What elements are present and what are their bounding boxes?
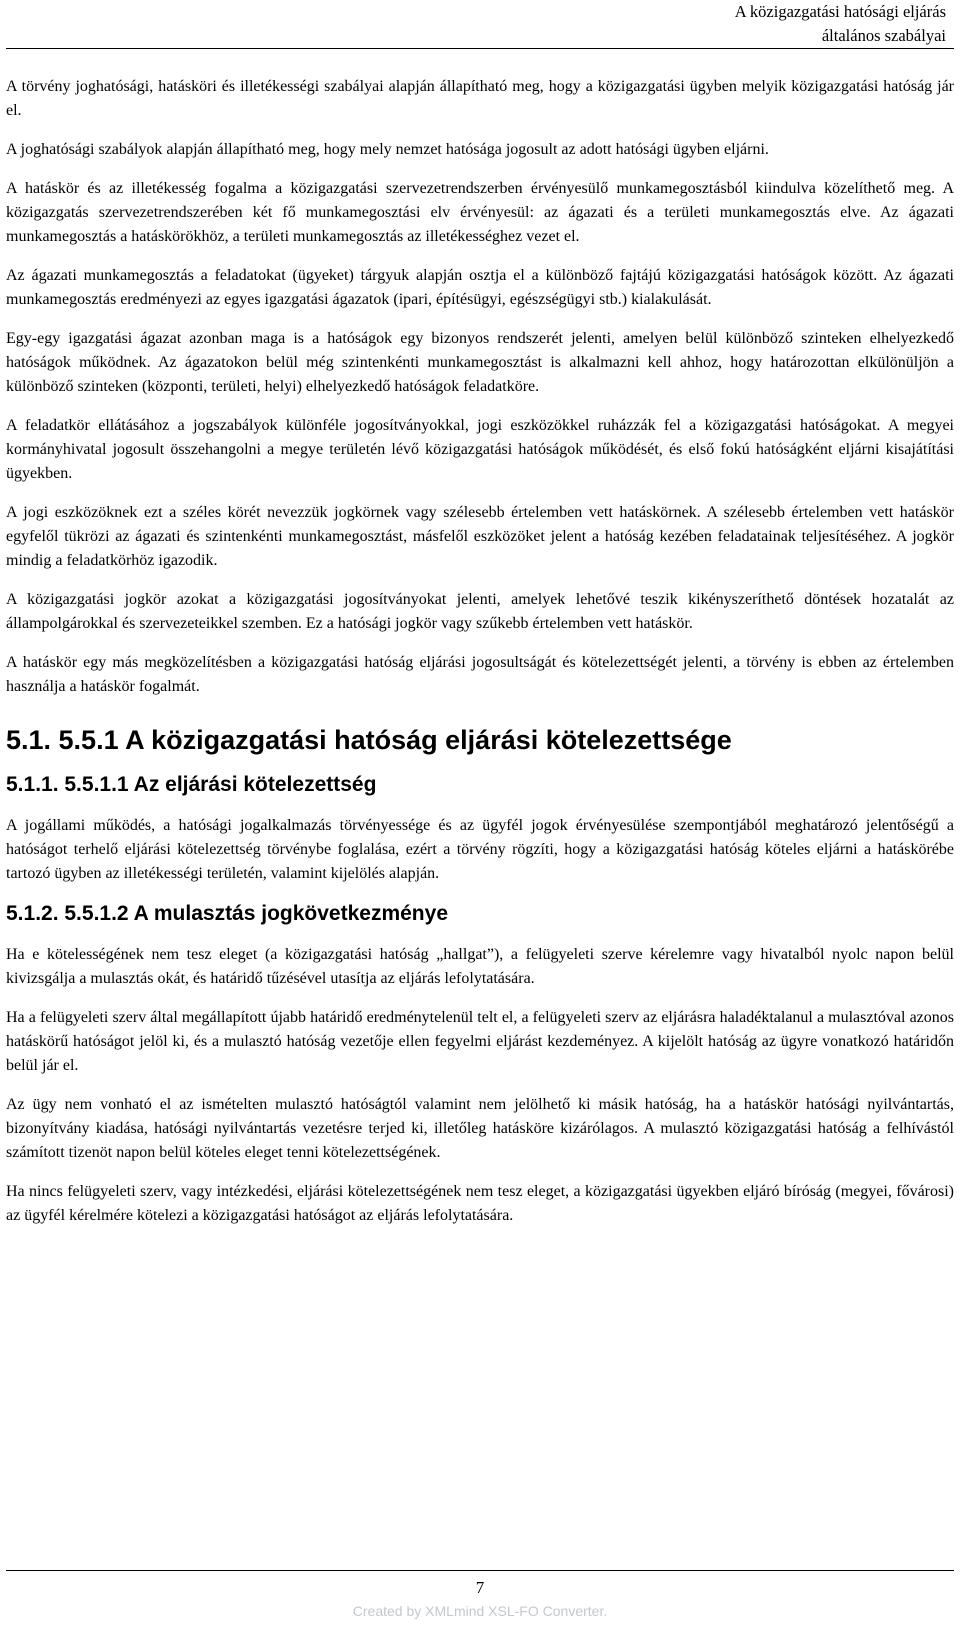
paragraph: Az ügy nem vonható el az ismételten mulasztó hatóságtól valamint nem jelölhető ki másik hatóság, ha a hatáskör hatósági nyilvántartás, bizonyítvány kiadása, hatósági nyilvántartás vezetésre terjed ki, illetőleg hatásköre kizárólagos. A mulasztó közigazgatási hatóság a felhívástól számított tizenöt napon belül köteles eleget tenni kötelezettségének. [6, 1096, 954, 1161]
paragraph: A feladatkör ellátásához a jogszabályok különféle jogosítványokkal, jogi eszközökkel ruházzák fel a közigazgatási hatóságokat. A megyei kormányhivatal jogosult összehangolni a megye területén lévő közigazgatási hatóságok működését, és első fokú hatóságként eljárni kisajátítási ügyekben. [6, 417, 954, 482]
paragraph: Egy-egy igazgatási ágazat azonban maga is a hatóságok egy bizonyos rendszerét jelenti, amelyen belül különböző szinteken elhelyezkedő hatóságok működnek. Az ágazatokon belül még szintenkénti munkamegosztást is alkalmazni kell ahhoz, hogy határozottan elkülönüljön a különböző szinteken (központi, területi, helyi) elhelyezkedő hatóságok feladatköre. [6, 330, 954, 395]
header-divider [6, 48, 954, 49]
subsection-heading: 5.1.1. 5.5.1.1 Az eljárási kötelezettség [6, 773, 377, 796]
credit-product: XMLmind XSL-FO Converter [425, 1603, 604, 1619]
section-heading: 5.1. 5.5.1 A közigazgatási hatóság eljárási kötelezettsége [6, 725, 732, 755]
credit-suffix: . [603, 1603, 608, 1619]
subsection-heading: 5.1.2. 5.5.1.2 A mulasztás jogkövetkezménye [6, 902, 448, 925]
page-number: 7 [475, 1578, 485, 1597]
paragraph: Ha a felügyeleti szerv által megállapított újabb határidő eredménytelenül telt el, a felügyeleti szerv az eljárásra haladéktalanul a mulasztóval azonos hatáskörű hatóságot jelöl ki, és a mulasztó hatóság vezetője ellen fegyelmi eljárást kezdeményez. A kijelölt hatóság az ügyre vonatkozó határidőn belül jár el. [6, 1009, 954, 1074]
paragraph: A hatáskör és az illetékesség fogalma a közigazgatási szervezetrendszerben érvényesülő munkamegosztásból kiindulva közelíthető meg. A közigazgatás szervezetrendszerében két fő munkamegosztási elv érvényesül: az ágazati és a területi munkamegosztás elve. Az ágazati munkamegosztás a hatáskörökhöz, a területi munkamegosztás az illetékességhez vezet el. [6, 180, 954, 245]
paragraph: A hatáskör egy más megközelítésben a közigazgatási hatóság eljárási jogosultságát és kötelezettségét jelenti, a törvény is ebben az értelemben használja a hatáskör fogalmát. [6, 654, 954, 695]
paragraph: A törvény joghatósági, hatásköri és illetékességi szabályai alapján állapítható meg, hogy a közigazgatási ügyben melyik közigazgatási hatóság jár el. [6, 78, 954, 119]
paragraph: Az ágazati munkamegosztás a feladatokat (ügyeket) tárgyuk alapján osztja el a különböző fajtájú közigazgatási hatóságok között. Az ágazati munkamegosztás eredményezi az egyes igazgatási ágazatok (ipari, építésügyi, egészségügyi stb.) kialakulását. [6, 267, 954, 308]
paragraph: Ha nincs felügyeleti szerv, vagy intézkedési, eljárási kötelezettségének nem tesz eleget, a közigazgatási ügyekben eljáró bíróság (megyei, fővárosi) az ügyfél kérelmére kötelezi a közigazgatási hatóságot az eljárás lefolytatására. [6, 1183, 954, 1224]
header-title-line-2: általános szabályai [821, 26, 946, 45]
page-header [0, 0, 960, 48]
credit-prefix: Created by [352, 1603, 426, 1619]
paragraph: A jogállami működés, a hatósági jogalkalmazás törvényessége és az ügyfél jogok érvényesülése szempontjából meghatározó jelentőségű a hatóságot terhelő eljárási kötelezettség törvénybe foglalása, ezért a törvény rögzíti, hogy a közigazgatási hatóság köteles eljárni a hatáskörébe tartozó ügyben az illetékességi területén, valamint kijelölés alapján. [6, 817, 954, 882]
paragraph: Ha e kötelességének nem tesz eleget (a közigazgatási hatóság „hallgat”), a felügyeleti szerve kérelemre vagy hivatalból nyolc napon belül kivizsgálja a mulasztás okát, és határidő tűzésével utasítja az eljárás lefolytatására. [6, 946, 954, 987]
paragraph: A joghatósági szabályok alapján állapítható meg, hogy mely nemzet hatósága jogosult az adott hatósági ügyben eljárni. [6, 141, 769, 158]
generator-credit [0, 1602, 960, 1620]
paragraph: A jogi eszközöknek ezt a széles körét nevezzük jogkörnek vagy szélesebb értelemben vett hatáskörnek. A szélesebb értelemben vett hatáskör egyfelől tükrözi az ágazati és szintenkénti munkamegosztást, másfelől eszközöket jelent a hatóság kezében feladatainak teljesítéséhez. A jogkör mindig a feladatkörhöz igazodik. [6, 504, 954, 569]
footer-divider [6, 1570, 954, 1571]
header-title-line-1: A közigazgatási hatósági eljárás [734, 2, 946, 21]
paragraph: A közigazgatási jogkör azokat a közigazgatási jogosítványokat jelenti, amelyek lehetővé teszik kikényszeríthető döntések hozatalát az állampolgárokkal és szervezeteikkel szemben. Ez a hatósági jogkör vagy szűkebb értelemben vett hatáskör. [6, 591, 954, 632]
page-body [6, 75, 954, 1243]
